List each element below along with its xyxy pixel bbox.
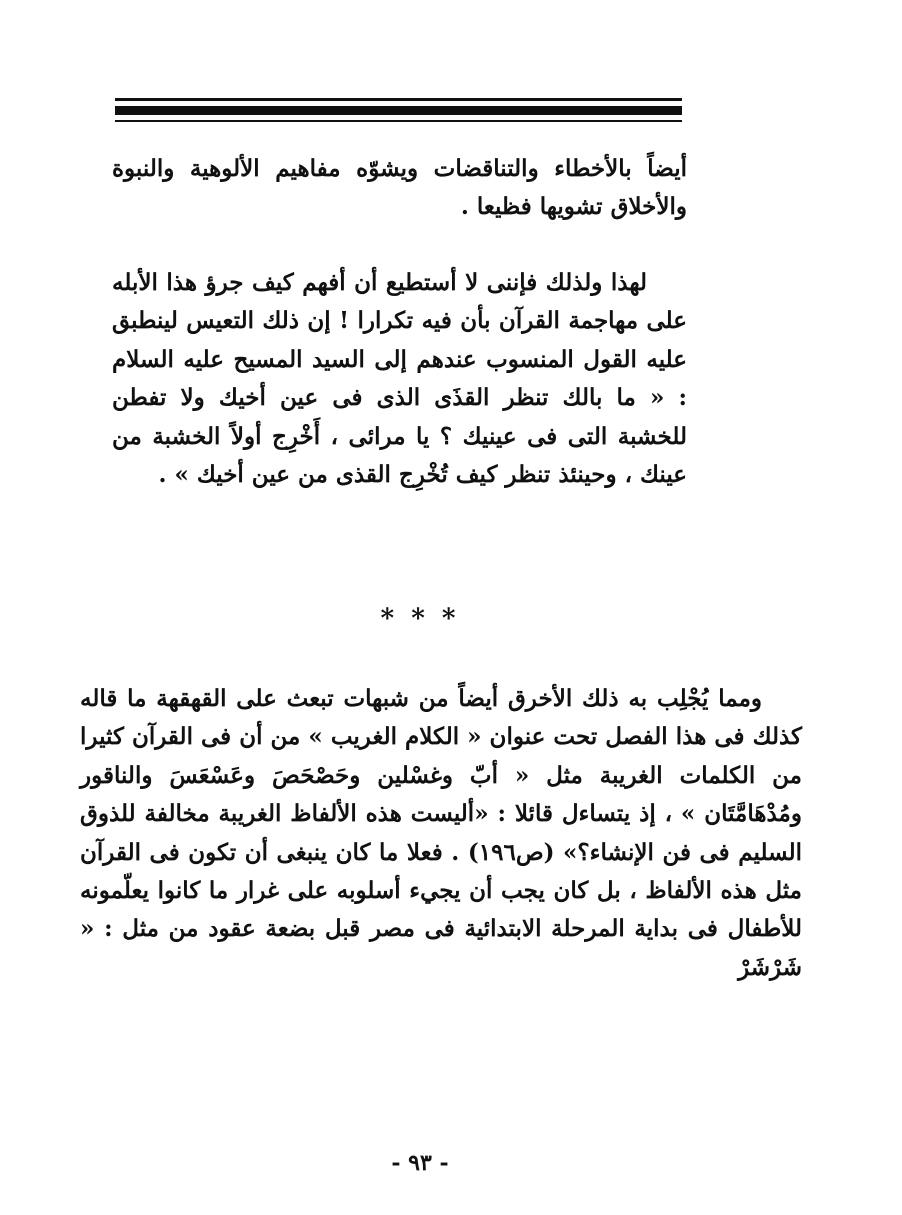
paragraph-1: أيضاً بالأخطاء والتناقضات ويشوّه مفاهيم الألوهية والنبوة والأخلاق تشويها فظيعا . xyxy=(112,155,687,221)
header-rule-hairline xyxy=(115,120,682,122)
paragraph-tikrar xyxy=(112,264,687,494)
paragraph-3: ومما يُجْلِب به ذلك الأخرق أيضاً من شبهات تبعث على القهقهة ما قاله كذلك فى هذا الفصل تحت عنوان « الكلام الغريب » من أن فى القرآن كثيرا من الكلمات الغريبة مثل « أبّ وغسْلين وحَصْحَصَ وعَسْعَسَ والناقور ومُدْهَامَّتَان » ، إذ يتساءل قائلا : «أليست هذه الألفاظ الغريبة مخالفة للذوق السليم فى فن الإنشاء؟» (ص١٩٦) . فعلا ما كان ينبغى أن تكون فى القرآن مثل هذه الألفاظ ، بل كان يجب أن يجيء أسلوبه على غرار ما كانوا يعلّمونه للأطفال فى بداية المرحلة الابتدائية فى مصر قبل بضعة عقود من مثل : « شَرْشَرْ xyxy=(80,685,802,981)
header-rule-thin xyxy=(115,98,682,101)
paragraph-continuation xyxy=(112,150,687,227)
paragraph-gharib xyxy=(80,680,802,987)
section-separator: * * * xyxy=(380,604,460,634)
page-number: - ٩٣ - xyxy=(391,1150,449,1176)
header-rule-thick xyxy=(115,106,682,115)
paragraph-2: لهذا ولذلك فإننى لا أستطيع أن أفهم كيف جرؤ هذا الأبله على مهاجمة القرآن بأن فيه تكرارا ! إن ذلك التعيس لينطبق عليه القول المنسوب عندهم إلى السيد المسيح عليه السلام : « ما بالك تنظر القذَى الذى فى عين أخيك ولا تفطن للخشبة التى فى عينيك ؟ يا مرائى ، أَخْرِج أولاً الخشبة من عينك ، وحينئذ تنظر كيف تُخْرِج القذى من عين أخيك » . xyxy=(112,269,687,489)
